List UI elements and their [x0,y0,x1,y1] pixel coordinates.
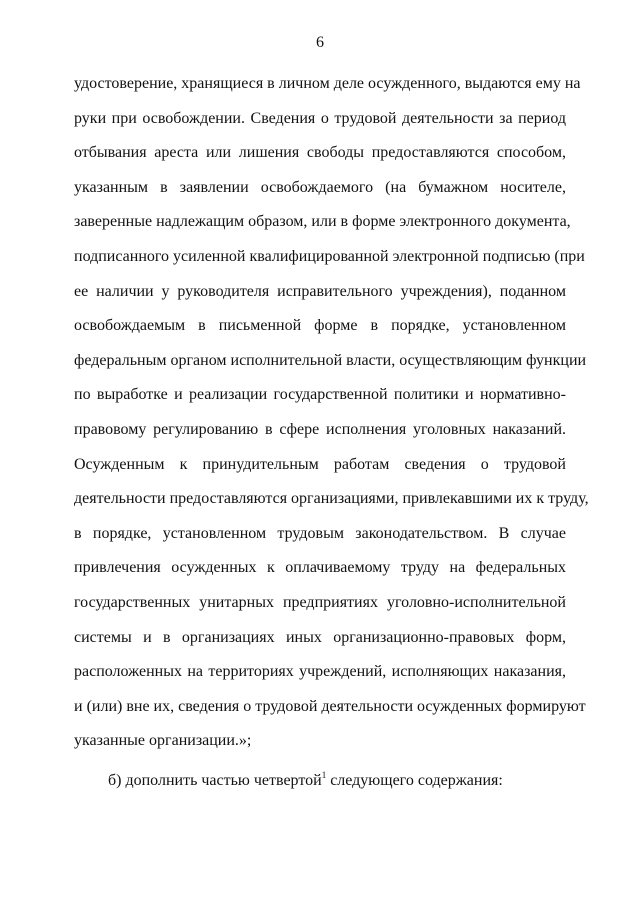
text-line: Осужденным к принудительным работам сведения о трудовой [74,455,566,473]
text-line: подписанного усиленной квалифицированной электронной подписью (при [74,247,585,265]
text-line: правовому регулированию в сфере исполнения уголовных наказаний. [74,420,566,438]
paragraph-b [108,764,566,799]
text-line: государственных унитарных предприятиях уголовно-исполнительной [74,593,566,611]
text-line: деятельности предоставляются организациями, привлекавшими их к труду, [74,490,589,508]
paragraph-b-text: б) дополнить частью четвертой [108,772,322,789]
text-line: расположенных на территориях учреждений, исполняющих наказания, [74,663,566,681]
text-line: в порядке, установленном трудовым законодательством. В случае [74,524,566,542]
text-line: по выработке и реализации государственной политики и нормативно- [74,386,566,404]
text-line [108,764,566,799]
text-line: отбывания ареста или лишения свободы предоставляются способом, [74,144,566,162]
text-line: указанные организации.»; [74,732,252,750]
paragraph-main [74,67,589,759]
text-line: указанным в заявлении освобождаемого (на бумажном носителе, [74,178,566,196]
paragraph-b-text-end: следующего содержания: [326,772,503,789]
text-line: ее наличии у руководителя исправительного учреждения), поданном [74,282,566,300]
page-number: 6 [316,34,324,51]
text-line: системы и в организациях иных организационно-правовых форм, [74,628,566,646]
text-line: удостоверение, хранящиеся в личном деле осужденного, выдаются ему на [74,75,581,92]
text-line: федеральным органом исполнительной власти, осуществляющим функции [74,351,587,369]
text-line: и (или) вне их, сведения о трудовой деятельности осужденных формируют [74,697,586,715]
text-line: заверенные надлежащим образом, или в форме электронного документа, [74,213,571,231]
footnote-mark: 1 [321,770,327,780]
text-line: привлечения осужденных к оплачиваемому труду на федеральных [74,559,566,577]
text-line: руки при освобождении. Сведения о трудовой деятельности за период [74,109,566,127]
text-line: освобождаемым в письменной форме в порядке, установленном [74,317,566,335]
